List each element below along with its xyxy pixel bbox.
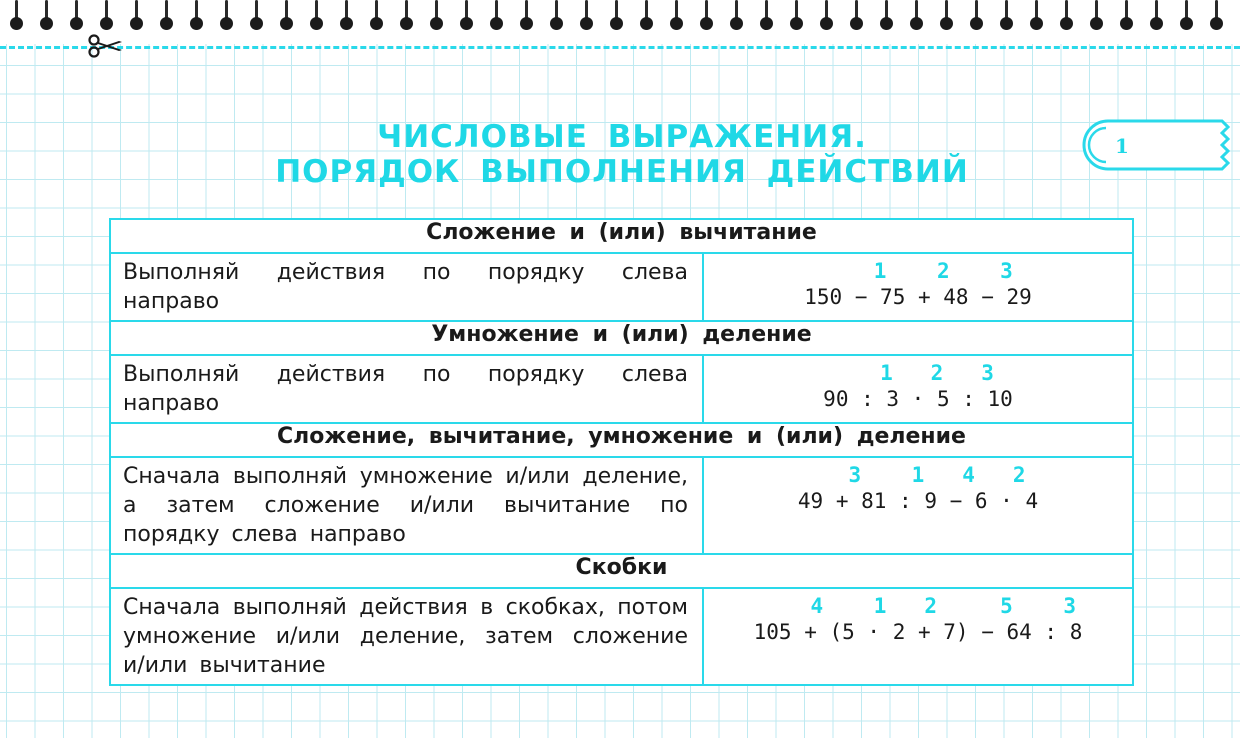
binding-ring [1152,0,1160,30]
example-expression: 90 : 3 · 5 : 10 [823,387,1013,411]
action-order-numbers: 4 1 2 5 3 [759,594,1077,618]
binding-ring [162,0,170,30]
binding-ring [282,0,290,30]
binding-ring [1212,0,1220,30]
section-header: Сложение, вычитание, умножение и (или) деление [110,423,1133,457]
example-cell [703,457,1133,554]
section-header-row [110,423,1133,457]
binding-ring [912,0,920,30]
binding-ring [192,0,200,30]
binding-ring [402,0,410,30]
section-content-row [110,355,1133,423]
binding-ring [222,0,230,30]
binding-ring [42,0,50,30]
rule-text: Выполняй действия по порядку слева направо [110,253,703,321]
binding-ring [102,0,110,30]
binding-ring [1122,0,1130,30]
page-tab-tag [1082,118,1240,172]
binding-ring [822,0,830,30]
section-header-row [110,219,1133,253]
binding-ring [882,0,890,30]
binding-ring [792,0,800,30]
binding-ring [522,0,530,30]
rules-table [109,218,1134,686]
binding-ring [432,0,440,30]
section-header: Скобки [110,554,1133,588]
section-header: Сложение и (или) вычитание [110,219,1133,253]
action-order-numbers: 3 1 4 2 [810,463,1026,487]
binding-ring [852,0,860,30]
section-content-row [110,588,1133,685]
binding-ring [672,0,680,30]
example-expression: 105 + (5 · 2 + 7) − 64 : 8 [753,620,1083,644]
example-cell [703,588,1133,685]
example-cell [703,355,1133,423]
binding-ring [372,0,380,30]
section-content-row [110,457,1133,554]
binding-ring [252,0,260,30]
binding-ring [462,0,470,30]
section-header: Умножение и (или) деление [110,321,1133,355]
binding-ring [1182,0,1190,30]
example-expression: 49 + 81 : 9 − 6 · 4 [797,489,1039,513]
example-expression: 150 − 75 + 48 − 29 [804,285,1032,309]
binding-ring [12,0,20,30]
binding-ring [552,0,560,30]
cut-line [0,46,1240,49]
binding-ring [1062,0,1070,30]
section-header-row [110,321,1133,355]
scissors-icon [88,34,124,58]
binding-ring [342,0,350,30]
binding-ring [72,0,80,30]
rule-text: Выполняй действия по порядку слева направо [110,355,703,423]
title-line-2: ПОРЯДОК ВЫПОЛНЕНИЯ ДЕЙСТВИЙ [275,154,969,190]
binding-ring [1092,0,1100,30]
binding-ring [612,0,620,30]
title-line-1: ЧИСЛОВЫЕ ВЫРАЖЕНИЯ. [377,119,867,155]
rule-text: Сначала выполняй действия в скобках, потом умножение и/или деление, затем сложение и/или вычитание [110,588,703,685]
rule-text: Сначала выполняй умножение и/или деление, а затем сложение и/или вычитание по порядку слева направо [110,457,703,554]
page-tab-number: 1 [1115,134,1129,158]
binding-ring [1032,0,1040,30]
section-header-row [110,554,1133,588]
action-order-numbers: 1 2 3 [823,259,1013,283]
binding-ring [312,0,320,30]
binding-ring [642,0,650,30]
binding-ring [492,0,500,30]
binding-ring [702,0,710,30]
binding-ring [942,0,950,30]
spiral-binding [0,0,1240,44]
binding-ring [582,0,590,30]
binding-ring [762,0,770,30]
section-content-row [110,253,1133,321]
binding-ring [1002,0,1010,30]
binding-ring [132,0,140,30]
example-cell [703,253,1133,321]
page-title [110,120,1134,190]
action-order-numbers: 1 2 3 [842,361,994,385]
binding-ring [972,0,980,30]
binding-ring [732,0,740,30]
